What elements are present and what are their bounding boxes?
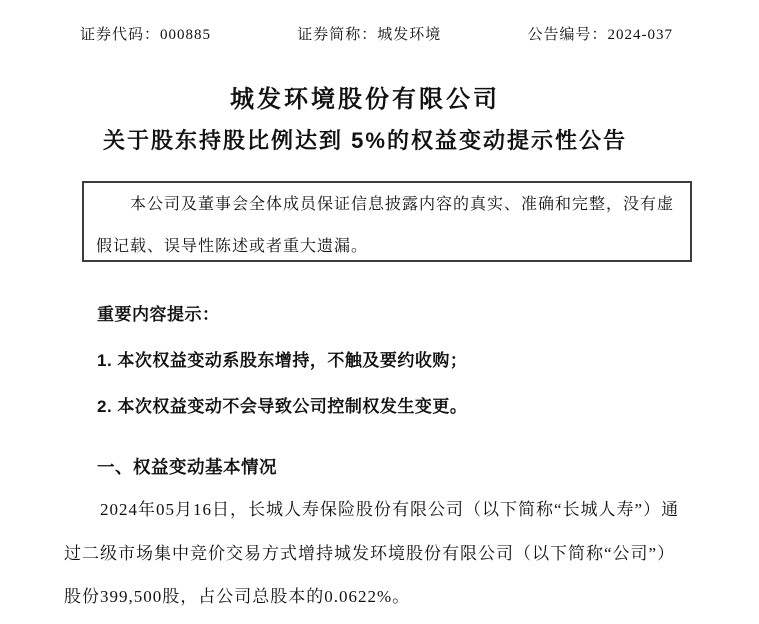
notice-item-1: 1. 本次权益变动系股东增持，不触及要约收购； bbox=[97, 351, 468, 370]
disclaimer-line-1: 本公司及董事会全体成员保证信息披露内容的真实、准确和完整，没有虚 bbox=[130, 196, 675, 213]
stock-short-name-text: 证券简称：城发环境 bbox=[297, 27, 442, 43]
paragraph-line-2: 过二级市场集中竞价交易方式增持城发环境股份有限公司（以下简称“公司”） bbox=[64, 544, 676, 563]
document-header bbox=[80, 27, 673, 44]
paragraph-line-1: 2024年05月16日，长城人寿保险股份有限公司（以下简称“长城人寿”）通 bbox=[100, 500, 680, 519]
disclaimer-box bbox=[82, 181, 692, 262]
important-notice-heading: 重要内容提示： bbox=[97, 305, 220, 324]
paragraph-line-3: 股份399,500股，占公司总股本的0.0622%。 bbox=[64, 587, 411, 606]
announcement-number-text: 公告编号：2024-037 bbox=[527, 27, 673, 43]
company-name-title: 城发环境股份有限公司 bbox=[230, 86, 500, 113]
section-one-heading: 一、权益变动基本情况 bbox=[97, 457, 277, 477]
disclaimer-line-2: 假记载、误导性陈述或者重大遗漏。 bbox=[96, 238, 369, 255]
announcement-subject-title: 关于股东持股比例达到 5%的权益变动提示性公告 bbox=[103, 128, 627, 153]
notice-item-2: 2. 本次权益变动不会导致公司控制权发生变更。 bbox=[97, 397, 468, 416]
stock-code-text: 证券代码：000885 bbox=[80, 27, 212, 43]
